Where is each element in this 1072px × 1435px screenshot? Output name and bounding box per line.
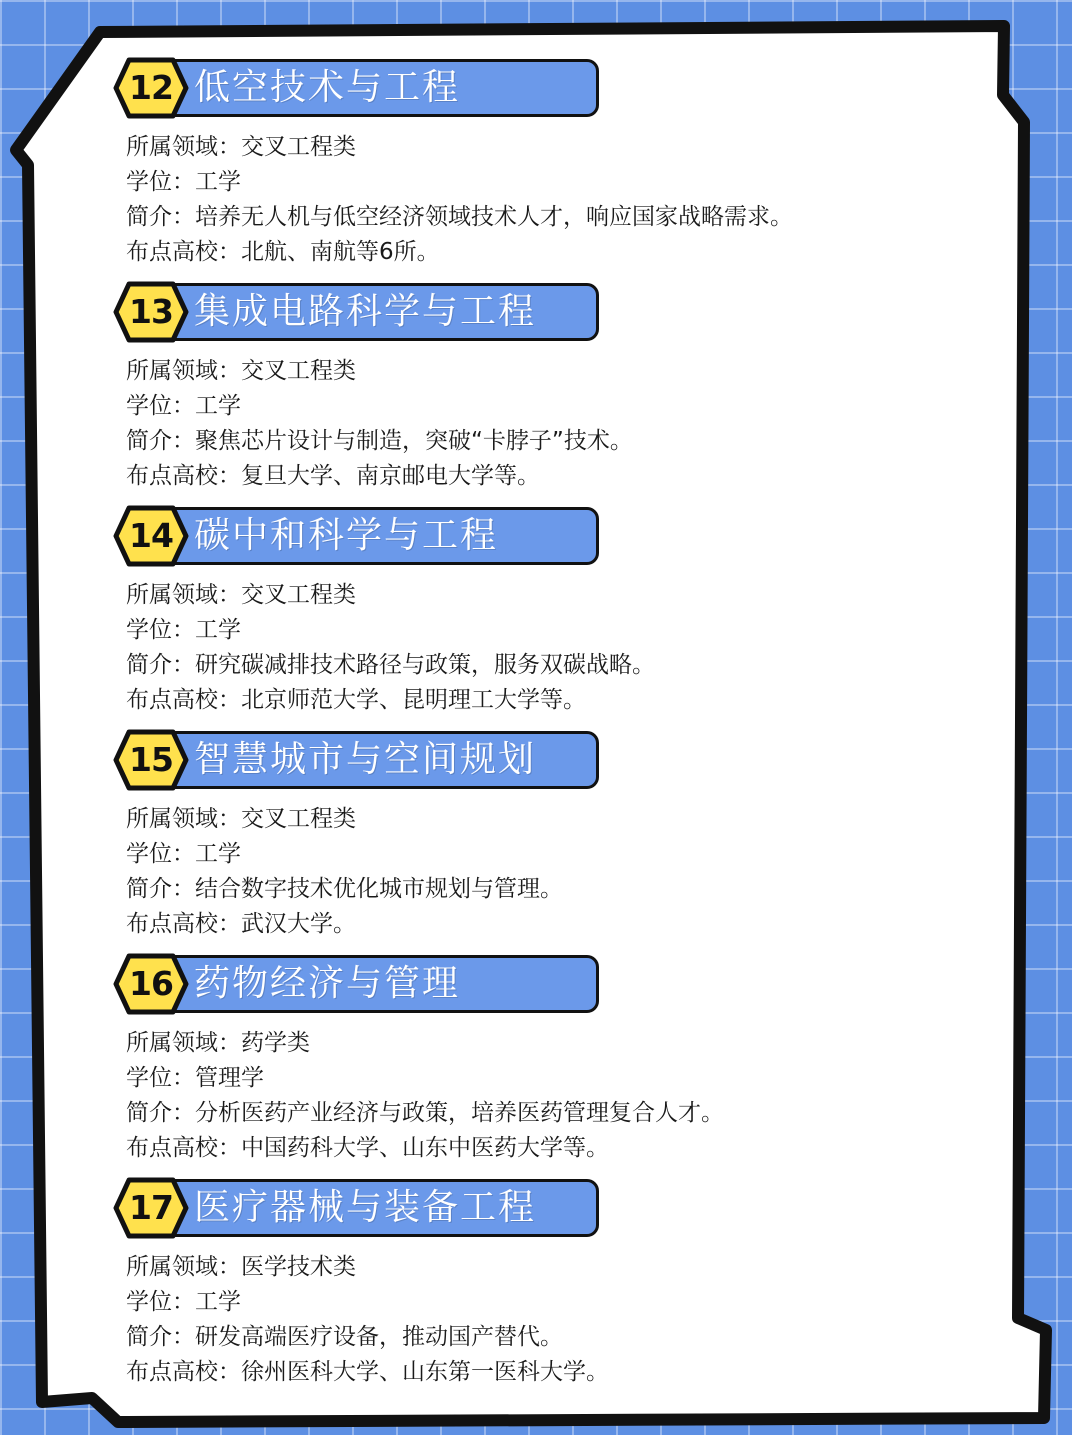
intro-line [126,1320,609,1355]
major-entry [0,507,1072,731]
schools-value: 北航、南航等6所。 [241,239,440,265]
intro-value: 培养无人机与低空经济领域技术人才，响应国家战略需求。 [195,204,793,230]
major-entry [0,955,1072,1179]
field-label: 所属领域： [126,806,241,832]
major-entry [0,283,1072,507]
number-badge [113,505,189,567]
entry-details [126,578,655,718]
degree-value: 工学 [195,393,241,419]
degree-value: 工学 [195,617,241,643]
schools-value: 复旦大学、南京邮电大学等。 [241,463,540,489]
intro-line [126,872,563,907]
intro-label: 简介： [126,428,195,454]
schools-line [126,683,655,718]
number-badge [113,1177,189,1239]
entry-details [126,1250,609,1390]
schools-line [126,1355,609,1390]
intro-value: 聚焦芯片设计与制造，突破“卡脖子”技术。 [195,428,633,454]
major-title: 智慧城市与空间规划 [194,739,537,780]
entry-details [126,354,633,494]
degree-label: 学位： [126,617,195,643]
schools-line [126,907,563,942]
degree-label: 学位： [126,169,195,195]
degree-line [126,613,655,648]
major-entry [0,59,1072,283]
intro-value: 研究碳减排技术路径与政策，服务双碳战略。 [195,652,655,678]
intro-line [126,200,793,235]
field-line [126,1250,609,1285]
field-value: 医学技术类 [241,1254,356,1280]
intro-label: 简介： [126,1100,195,1126]
degree-label: 学位： [126,1289,195,1315]
major-entry [0,731,1072,955]
schools-label: 布点高校： [126,1135,241,1161]
number-badge [113,729,189,791]
entry-details [126,802,563,942]
degree-value: 工学 [195,1289,241,1315]
schools-line [126,459,633,494]
schools-label: 布点高校： [126,1359,241,1385]
intro-line [126,648,655,683]
field-label: 所属领域： [126,1254,241,1280]
number-text: 16 [129,964,173,1003]
intro-line [126,424,633,459]
intro-label: 简介： [126,876,195,902]
degree-value: 工学 [195,841,241,867]
schools-value: 武汉大学。 [241,911,356,937]
intro-line [126,1096,724,1131]
field-line [126,1026,724,1061]
field-value: 交叉工程类 [241,134,356,160]
degree-label: 学位： [126,1065,195,1091]
field-line [126,354,633,389]
number-badge [113,281,189,343]
field-value: 交叉工程类 [241,582,356,608]
number-badge [113,953,189,1015]
number-badge [113,57,189,119]
schools-line [126,235,793,270]
number-text: 17 [129,1188,173,1227]
intro-value: 结合数字技术优化城市规划与管理。 [195,876,563,902]
schools-value: 中国药科大学、山东中医药大学等。 [241,1135,609,1161]
entry-details [126,1026,724,1166]
field-line [126,802,563,837]
schools-label: 布点高校： [126,239,241,265]
degree-label: 学位： [126,841,195,867]
schools-label: 布点高校： [126,687,241,713]
schools-value: 徐州医科大学、山东第一医科大学。 [241,1359,609,1385]
field-label: 所属领域： [126,582,241,608]
degree-value: 工学 [195,169,241,195]
schools-label: 布点高校： [126,911,241,937]
number-text: 12 [129,68,173,107]
major-entry [0,1179,1072,1403]
degree-line [126,837,563,872]
number-text: 14 [129,516,173,555]
field-line [126,130,793,165]
major-title: 集成电路科学与工程 [194,291,537,332]
schools-label: 布点高校： [126,463,241,489]
major-title: 低空技术与工程 [194,67,461,108]
schools-value: 北京师范大学、昆明理工大学等。 [241,687,586,713]
field-line [126,578,655,613]
intro-value: 分析医药产业经济与政策，培养医药管理复合人才。 [195,1100,724,1126]
degree-line [126,165,793,200]
intro-label: 简介： [126,652,195,678]
major-title: 药物经济与管理 [194,963,461,1004]
intro-value: 研发高端医疗设备，推动国产替代。 [195,1324,563,1350]
degree-value: 管理学 [195,1065,264,1091]
degree-line [126,389,633,424]
intro-label: 简介： [126,1324,195,1350]
degree-line [126,1285,609,1320]
field-label: 所属领域： [126,358,241,384]
major-title: 碳中和科学与工程 [194,515,499,556]
field-label: 所属领域： [126,134,241,160]
field-value: 交叉工程类 [241,358,356,384]
schools-line [126,1131,724,1166]
number-text: 15 [129,740,173,779]
field-label: 所属领域： [126,1030,241,1056]
field-value: 药学类 [241,1030,310,1056]
entry-details [126,130,793,270]
major-title: 医疗器械与装备工程 [194,1187,537,1228]
number-text: 13 [129,292,173,331]
degree-line [126,1061,724,1096]
intro-label: 简介： [126,204,195,230]
field-value: 交叉工程类 [241,806,356,832]
degree-label: 学位： [126,393,195,419]
